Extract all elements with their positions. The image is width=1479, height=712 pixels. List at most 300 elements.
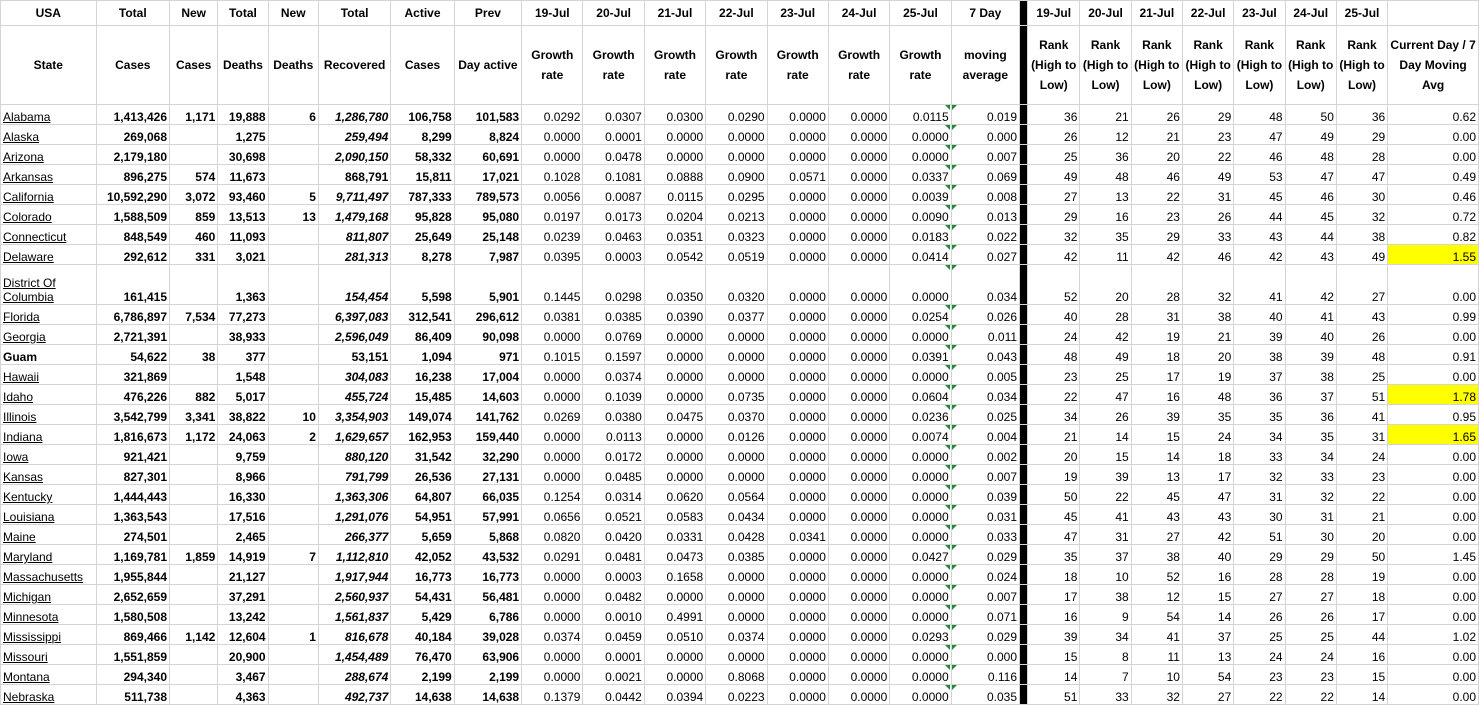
growth-rate-cell[interactable]: 0.0087 — [583, 185, 644, 205]
rank-cell[interactable]: 20 — [1336, 525, 1387, 545]
growth-rate-cell[interactable]: 0.0900 — [706, 165, 767, 185]
rank-cell[interactable]: 16 — [1028, 605, 1080, 625]
rank-cell[interactable]: 38 — [1285, 365, 1336, 385]
header-cell[interactable]: Rank (High to Low) — [1234, 26, 1285, 105]
new-deaths-cell[interactable] — [268, 305, 318, 325]
growth-rate-cell[interactable]: 0.0126 — [706, 425, 767, 445]
header-cell[interactable]: New — [170, 1, 218, 26]
rank-cell[interactable]: 21 — [1182, 325, 1233, 345]
growth-rate-cell[interactable]: 0.0000 — [522, 365, 583, 385]
new-deaths-cell[interactable] — [268, 645, 318, 665]
rank-cell[interactable]: 14 — [1182, 605, 1233, 625]
total-cases-cell[interactable]: 827,301 — [96, 465, 169, 485]
new-deaths-cell[interactable]: 6 — [268, 105, 318, 125]
total-cases-cell[interactable]: 2,179,180 — [96, 145, 169, 165]
rank-cell[interactable]: 29 — [1182, 105, 1233, 125]
total-deaths-cell[interactable]: 4,363 — [218, 685, 268, 705]
current-day-ratio-cell[interactable]: 1.02 — [1388, 625, 1479, 645]
header-cell[interactable]: Cases — [170, 26, 218, 105]
growth-rate-cell[interactable]: 0.0039 — [890, 185, 951, 205]
new-cases-cell[interactable] — [170, 145, 218, 165]
state-cell[interactable]: Florida — [1, 305, 97, 325]
rank-cell[interactable]: 38 — [1234, 345, 1285, 365]
growth-rate-cell[interactable]: 0.0420 — [583, 525, 644, 545]
rank-cell[interactable]: 29 — [1336, 125, 1387, 145]
state-cell[interactable]: Minnesota — [1, 605, 97, 625]
rank-cell[interactable]: 23 — [1182, 125, 1233, 145]
growth-rate-cell[interactable]: 0.0000 — [828, 405, 889, 425]
rank-cell[interactable]: 27 — [1131, 525, 1182, 545]
state-cell[interactable]: Delaware — [1, 245, 97, 265]
rank-cell[interactable]: 22 — [1336, 485, 1387, 505]
rank-cell[interactable]: 47 — [1234, 125, 1285, 145]
rank-cell[interactable]: 25 — [1285, 625, 1336, 645]
total-deaths-cell[interactable]: 12,604 — [218, 625, 268, 645]
growth-rate-cell[interactable]: 0.0000 — [828, 365, 889, 385]
growth-rate-cell[interactable]: 0.0000 — [522, 125, 583, 145]
new-deaths-cell[interactable] — [268, 365, 318, 385]
new-cases-cell[interactable]: 859 — [170, 205, 218, 225]
state-cell[interactable]: Alaska — [1, 125, 97, 145]
new-deaths-cell[interactable] — [268, 125, 318, 145]
total-deaths-cell[interactable]: 2,465 — [218, 525, 268, 545]
growth-rate-cell[interactable]: 0.0350 — [644, 265, 705, 305]
growth-rate-cell[interactable]: 0.0414 — [890, 245, 951, 265]
header-cell[interactable]: Growth rate — [644, 26, 705, 105]
rank-cell[interactable]: 26 — [1285, 605, 1336, 625]
rank-cell[interactable]: 32 — [1028, 225, 1080, 245]
rank-cell[interactable]: 45 — [1131, 485, 1182, 505]
rank-cell[interactable]: 17 — [1028, 585, 1080, 605]
growth-rate-cell[interactable]: 0.0000 — [706, 365, 767, 385]
prev-day-active-cell[interactable]: 63,906 — [454, 645, 521, 665]
growth-rate-cell[interactable]: 0.0385 — [706, 545, 767, 565]
growth-rate-cell[interactable]: 0.0000 — [767, 205, 828, 225]
rank-cell[interactable]: 49 — [1080, 345, 1131, 365]
state-cell[interactable]: Illinois — [1, 405, 97, 425]
recovered-cell[interactable]: 9,711,497 — [318, 185, 390, 205]
growth-rate-cell[interactable]: 0.4991 — [644, 605, 705, 625]
active-cases-cell[interactable]: 54,951 — [391, 505, 454, 525]
rank-cell[interactable]: 39 — [1028, 625, 1080, 645]
total-cases-cell[interactable]: 3,542,799 — [96, 405, 169, 425]
prev-day-active-cell[interactable]: 57,991 — [454, 505, 521, 525]
current-day-ratio-cell[interactable]: 0.00 — [1388, 685, 1479, 705]
new-deaths-cell[interactable] — [268, 385, 318, 405]
recovered-cell[interactable]: 1,291,076 — [318, 505, 390, 525]
new-deaths-cell[interactable] — [268, 585, 318, 605]
active-cases-cell[interactable]: 16,773 — [391, 565, 454, 585]
growth-rate-cell[interactable]: 0.0000 — [644, 345, 705, 365]
rank-cell[interactable]: 18 — [1336, 585, 1387, 605]
recovered-cell[interactable]: 3,354,903 — [318, 405, 390, 425]
rank-cell[interactable]: 20 — [1182, 345, 1233, 365]
growth-rate-cell[interactable]: 0.0735 — [706, 385, 767, 405]
total-cases-cell[interactable]: 161,415 — [96, 265, 169, 305]
growth-rate-cell[interactable]: 0.0434 — [706, 505, 767, 525]
total-deaths-cell[interactable]: 9,759 — [218, 445, 268, 465]
growth-rate-cell[interactable]: 0.0000 — [767, 265, 828, 305]
active-cases-cell[interactable]: 2,199 — [391, 665, 454, 685]
growth-rate-cell[interactable]: 0.0000 — [890, 365, 951, 385]
current-day-ratio-cell[interactable]: 1.78 — [1388, 385, 1479, 405]
rank-cell[interactable]: 11 — [1080, 245, 1131, 265]
growth-rate-cell[interactable]: 0.0769 — [583, 325, 644, 345]
growth-rate-cell[interactable]: 0.0236 — [890, 405, 951, 425]
rank-cell[interactable]: 50 — [1336, 545, 1387, 565]
new-deaths-cell[interactable]: 5 — [268, 185, 318, 205]
growth-rate-cell[interactable]: 0.0115 — [644, 185, 705, 205]
growth-rate-cell[interactable]: 0.0478 — [583, 145, 644, 165]
new-cases-cell[interactable]: 574 — [170, 165, 218, 185]
growth-rate-cell[interactable]: 0.1015 — [522, 345, 583, 365]
rank-cell[interactable]: 33 — [1080, 685, 1131, 705]
growth-rate-cell[interactable]: 0.0000 — [767, 545, 828, 565]
rank-cell[interactable]: 38 — [1336, 225, 1387, 245]
rank-cell[interactable]: 20 — [1131, 145, 1182, 165]
new-deaths-cell[interactable] — [268, 345, 318, 365]
moving-average-cell[interactable]: 0.029 — [951, 625, 1019, 645]
growth-rate-cell[interactable]: 0.0003 — [583, 565, 644, 585]
rank-cell[interactable]: 31 — [1285, 505, 1336, 525]
moving-average-cell[interactable]: 0.034 — [951, 385, 1019, 405]
active-cases-cell[interactable]: 42,052 — [391, 545, 454, 565]
new-cases-cell[interactable] — [170, 485, 218, 505]
rank-cell[interactable]: 45 — [1234, 185, 1285, 205]
rank-cell[interactable]: 19 — [1028, 465, 1080, 485]
rank-cell[interactable]: 43 — [1182, 505, 1233, 525]
total-deaths-cell[interactable]: 3,467 — [218, 665, 268, 685]
recovered-cell[interactable]: 1,112,810 — [318, 545, 390, 565]
rank-cell[interactable]: 48 — [1285, 145, 1336, 165]
rank-cell[interactable]: 32 — [1285, 485, 1336, 505]
growth-rate-cell[interactable]: 0.0000 — [828, 245, 889, 265]
growth-rate-cell[interactable]: 0.0000 — [767, 225, 828, 245]
growth-rate-cell[interactable]: 0.0000 — [890, 465, 951, 485]
growth-rate-cell[interactable]: 0.0000 — [767, 325, 828, 345]
active-cases-cell[interactable]: 76,470 — [391, 645, 454, 665]
growth-rate-cell[interactable]: 0.0000 — [828, 225, 889, 245]
prev-day-active-cell[interactable]: 8,824 — [454, 125, 521, 145]
rank-cell[interactable]: 47 — [1028, 525, 1080, 545]
growth-rate-cell[interactable]: 0.0001 — [583, 645, 644, 665]
moving-average-cell[interactable]: 0.005 — [951, 365, 1019, 385]
prev-day-active-cell[interactable]: 56,481 — [454, 585, 521, 605]
new-deaths-cell[interactable] — [268, 245, 318, 265]
moving-average-cell[interactable]: 0.039 — [951, 485, 1019, 505]
rank-cell[interactable]: 54 — [1131, 605, 1182, 625]
moving-average-cell[interactable]: 0.007 — [951, 145, 1019, 165]
rank-cell[interactable]: 47 — [1080, 385, 1131, 405]
total-cases-cell[interactable]: 1,363,543 — [96, 505, 169, 525]
total-deaths-cell[interactable]: 38,822 — [218, 405, 268, 425]
current-day-ratio-cell[interactable]: 1.55 — [1388, 245, 1479, 265]
moving-average-cell[interactable]: 0.034 — [951, 265, 1019, 305]
growth-rate-cell[interactable]: 0.0000 — [644, 365, 705, 385]
header-cell[interactable]: Rank (High to Low) — [1285, 26, 1336, 105]
prev-day-active-cell[interactable]: 60,691 — [454, 145, 521, 165]
rank-cell[interactable]: 20 — [1028, 445, 1080, 465]
recovered-cell[interactable]: 53,151 — [318, 345, 390, 365]
rank-cell[interactable]: 7 — [1080, 665, 1131, 685]
total-cases-cell[interactable]: 269,068 — [96, 125, 169, 145]
current-day-ratio-cell[interactable]: 0.00 — [1388, 605, 1479, 625]
recovered-cell[interactable]: 880,120 — [318, 445, 390, 465]
header-cell[interactable]: Active — [391, 1, 454, 26]
rank-cell[interactable]: 28 — [1131, 265, 1182, 305]
growth-rate-cell[interactable]: 0.0000 — [767, 625, 828, 645]
moving-average-cell[interactable]: 0.025 — [951, 405, 1019, 425]
rank-cell[interactable]: 50 — [1285, 105, 1336, 125]
growth-rate-cell[interactable]: 0.1658 — [644, 565, 705, 585]
growth-rate-cell[interactable]: 0.1254 — [522, 485, 583, 505]
growth-rate-cell[interactable]: 0.0000 — [828, 305, 889, 325]
rank-cell[interactable]: 47 — [1336, 165, 1387, 185]
recovered-cell[interactable]: 1,917,944 — [318, 565, 390, 585]
growth-rate-cell[interactable]: 0.0000 — [767, 685, 828, 705]
growth-rate-cell[interactable]: 0.0000 — [828, 145, 889, 165]
moving-average-cell[interactable]: 0.043 — [951, 345, 1019, 365]
prev-day-active-cell[interactable]: 2,199 — [454, 665, 521, 685]
growth-rate-cell[interactable]: 0.0000 — [890, 145, 951, 165]
active-cases-cell[interactable]: 162,953 — [391, 425, 454, 445]
growth-rate-cell[interactable]: 0.0000 — [890, 645, 951, 665]
state-cell[interactable]: Kansas — [1, 465, 97, 485]
prev-day-active-cell[interactable]: 66,035 — [454, 485, 521, 505]
rank-cell[interactable]: 19 — [1336, 565, 1387, 585]
rank-cell[interactable]: 39 — [1234, 325, 1285, 345]
state-cell[interactable]: Maine — [1, 525, 97, 545]
rank-cell[interactable]: 41 — [1131, 625, 1182, 645]
growth-rate-cell[interactable]: 0.0000 — [522, 645, 583, 665]
moving-average-cell[interactable]: 0.116 — [951, 665, 1019, 685]
rank-cell[interactable]: 17 — [1131, 365, 1182, 385]
rank-cell[interactable]: 42 — [1080, 325, 1131, 345]
rank-cell[interactable]: 36 — [1028, 105, 1080, 125]
recovered-cell[interactable]: 791,799 — [318, 465, 390, 485]
rank-cell[interactable]: 35 — [1182, 405, 1233, 425]
recovered-cell[interactable]: 304,083 — [318, 365, 390, 385]
prev-day-active-cell[interactable]: 101,583 — [454, 105, 521, 125]
growth-rate-cell[interactable]: 0.0374 — [522, 625, 583, 645]
header-cell[interactable]: 19-Jul — [1028, 1, 1080, 26]
growth-rate-cell[interactable]: 0.0000 — [890, 605, 951, 625]
active-cases-cell[interactable]: 40,184 — [391, 625, 454, 645]
rank-cell[interactable]: 33 — [1285, 465, 1336, 485]
prev-day-active-cell[interactable]: 17,021 — [454, 165, 521, 185]
new-deaths-cell[interactable] — [268, 145, 318, 165]
rank-cell[interactable]: 43 — [1336, 305, 1387, 325]
moving-average-cell[interactable]: 0.011 — [951, 325, 1019, 345]
growth-rate-cell[interactable]: 0.1597 — [583, 345, 644, 365]
total-cases-cell[interactable]: 321,869 — [96, 365, 169, 385]
rank-cell[interactable]: 13 — [1182, 645, 1233, 665]
current-day-ratio-cell[interactable]: 0.00 — [1388, 585, 1479, 605]
rank-cell[interactable]: 46 — [1182, 245, 1233, 265]
header-cell[interactable]: 22-Jul — [1182, 1, 1233, 26]
prev-day-active-cell[interactable]: 5,868 — [454, 525, 521, 545]
new-deaths-cell[interactable]: 13 — [268, 205, 318, 225]
growth-rate-cell[interactable]: 0.0000 — [767, 425, 828, 445]
rank-cell[interactable]: 31 — [1182, 185, 1233, 205]
header-cell[interactable]: Growth rate — [767, 26, 828, 105]
state-cell[interactable]: Iowa — [1, 445, 97, 465]
rank-cell[interactable]: 30 — [1336, 185, 1387, 205]
rank-cell[interactable]: 51 — [1234, 525, 1285, 545]
growth-rate-cell[interactable]: 0.0463 — [583, 225, 644, 245]
active-cases-cell[interactable]: 86,409 — [391, 325, 454, 345]
rank-cell[interactable]: 27 — [1285, 585, 1336, 605]
total-cases-cell[interactable]: 1,580,508 — [96, 605, 169, 625]
growth-rate-cell[interactable]: 0.0074 — [890, 425, 951, 445]
rank-cell[interactable]: 18 — [1028, 565, 1080, 585]
growth-rate-cell[interactable]: 0.0380 — [583, 405, 644, 425]
state-cell[interactable]: Hawaii — [1, 365, 97, 385]
new-deaths-cell[interactable]: 7 — [268, 545, 318, 565]
growth-rate-cell[interactable]: 0.0000 — [828, 645, 889, 665]
prev-day-active-cell[interactable]: 14,603 — [454, 385, 521, 405]
moving-average-cell[interactable]: 0.031 — [951, 505, 1019, 525]
rank-cell[interactable]: 22 — [1234, 685, 1285, 705]
header-cell[interactable]: 21-Jul — [1131, 1, 1182, 26]
new-cases-cell[interactable]: 1,859 — [170, 545, 218, 565]
rank-cell[interactable]: 10 — [1131, 665, 1182, 685]
growth-rate-cell[interactable]: 0.0000 — [706, 645, 767, 665]
recovered-cell[interactable]: 455,724 — [318, 385, 390, 405]
recovered-cell[interactable]: 1,286,780 — [318, 105, 390, 125]
rank-cell[interactable]: 48 — [1336, 345, 1387, 365]
prev-day-active-cell[interactable]: 789,573 — [454, 185, 521, 205]
growth-rate-cell[interactable]: 0.0000 — [767, 365, 828, 385]
new-deaths-cell[interactable] — [268, 565, 318, 585]
state-cell[interactable]: Georgia — [1, 325, 97, 345]
rank-cell[interactable]: 16 — [1131, 385, 1182, 405]
total-deaths-cell[interactable]: 1,548 — [218, 365, 268, 385]
total-deaths-cell[interactable]: 24,063 — [218, 425, 268, 445]
growth-rate-cell[interactable]: 0.0254 — [890, 305, 951, 325]
rank-cell[interactable]: 43 — [1234, 225, 1285, 245]
current-day-ratio-cell[interactable]: 0.91 — [1388, 345, 1479, 365]
growth-rate-cell[interactable]: 0.0000 — [706, 445, 767, 465]
growth-rate-cell[interactable]: 0.0656 — [522, 505, 583, 525]
growth-rate-cell[interactable]: 0.0000 — [828, 505, 889, 525]
active-cases-cell[interactable]: 16,238 — [391, 365, 454, 385]
new-deaths-cell[interactable] — [268, 485, 318, 505]
header-cell[interactable]: 25-Jul — [1336, 1, 1387, 26]
rank-cell[interactable]: 49 — [1182, 165, 1233, 185]
total-deaths-cell[interactable]: 14,919 — [218, 545, 268, 565]
current-day-ratio-cell[interactable]: 0.00 — [1388, 485, 1479, 505]
growth-rate-cell[interactable]: 0.0056 — [522, 185, 583, 205]
rank-cell[interactable]: 45 — [1028, 505, 1080, 525]
growth-rate-cell[interactable]: 0.0000 — [522, 425, 583, 445]
rank-cell[interactable]: 12 — [1131, 585, 1182, 605]
rank-cell[interactable]: 23 — [1336, 465, 1387, 485]
total-cases-cell[interactable]: 869,466 — [96, 625, 169, 645]
rank-cell[interactable]: 15 — [1182, 585, 1233, 605]
rank-cell[interactable]: 22 — [1028, 385, 1080, 405]
header-cell[interactable]: 25-Jul — [890, 1, 951, 26]
header-cell[interactable]: Total — [96, 1, 169, 26]
current-day-ratio-cell[interactable]: 0.00 — [1388, 265, 1479, 305]
rank-cell[interactable]: 23 — [1131, 205, 1182, 225]
header-cell[interactable]: 22-Jul — [706, 1, 767, 26]
rank-cell[interactable]: 43 — [1131, 505, 1182, 525]
state-cell[interactable]: California — [1, 185, 97, 205]
growth-rate-cell[interactable]: 0.0000 — [828, 265, 889, 305]
new-deaths-cell[interactable]: 2 — [268, 425, 318, 445]
new-cases-cell[interactable] — [170, 605, 218, 625]
rank-cell[interactable]: 20 — [1080, 265, 1131, 305]
growth-rate-cell[interactable]: 0.0000 — [767, 185, 828, 205]
rank-cell[interactable]: 14 — [1080, 425, 1131, 445]
rank-cell[interactable]: 16 — [1182, 565, 1233, 585]
growth-rate-cell[interactable]: 0.0442 — [583, 685, 644, 705]
rank-cell[interactable]: 43 — [1285, 245, 1336, 265]
prev-day-active-cell[interactable]: 5,901 — [454, 265, 521, 305]
rank-cell[interactable]: 49 — [1336, 245, 1387, 265]
rank-cell[interactable]: 27 — [1182, 685, 1233, 705]
growth-rate-cell[interactable]: 0.0000 — [890, 485, 951, 505]
moving-average-cell[interactable]: 0.000 — [951, 125, 1019, 145]
rank-cell[interactable]: 28 — [1080, 305, 1131, 325]
rank-cell[interactable]: 15 — [1336, 665, 1387, 685]
growth-rate-cell[interactable]: 0.0521 — [583, 505, 644, 525]
recovered-cell[interactable]: 1,561,837 — [318, 605, 390, 625]
rank-cell[interactable]: 36 — [1234, 385, 1285, 405]
growth-rate-cell[interactable]: 0.0000 — [767, 585, 828, 605]
growth-rate-cell[interactable]: 0.0000 — [767, 345, 828, 365]
current-day-ratio-cell[interactable]: 1.65 — [1388, 425, 1479, 445]
growth-rate-cell[interactable]: 0.0000 — [706, 125, 767, 145]
prev-day-active-cell[interactable]: 17,004 — [454, 365, 521, 385]
growth-rate-cell[interactable]: 0.0307 — [583, 105, 644, 125]
new-cases-cell[interactable] — [170, 465, 218, 485]
rank-cell[interactable]: 15 — [1131, 425, 1182, 445]
rank-cell[interactable]: 24 — [1285, 645, 1336, 665]
growth-rate-cell[interactable]: 0.0000 — [767, 145, 828, 165]
growth-rate-cell[interactable]: 0.0000 — [767, 105, 828, 125]
growth-rate-cell[interactable]: 0.0000 — [767, 485, 828, 505]
growth-rate-cell[interactable]: 0.1379 — [522, 685, 583, 705]
growth-rate-cell[interactable]: 0.0000 — [828, 665, 889, 685]
moving-average-cell[interactable]: 0.022 — [951, 225, 1019, 245]
growth-rate-cell[interactable]: 0.0000 — [890, 505, 951, 525]
rank-cell[interactable]: 21 — [1131, 125, 1182, 145]
state-cell[interactable]: Michigan — [1, 585, 97, 605]
rank-cell[interactable]: 14 — [1131, 445, 1182, 465]
recovered-cell[interactable]: 281,313 — [318, 245, 390, 265]
current-day-ratio-cell[interactable]: 0.72 — [1388, 205, 1479, 225]
rank-cell[interactable]: 48 — [1182, 385, 1233, 405]
total-cases-cell[interactable]: 921,421 — [96, 445, 169, 465]
moving-average-cell[interactable]: 0.033 — [951, 525, 1019, 545]
recovered-cell[interactable]: 868,791 — [318, 165, 390, 185]
rank-cell[interactable]: 37 — [1285, 385, 1336, 405]
rank-cell[interactable]: 53 — [1234, 165, 1285, 185]
total-deaths-cell[interactable]: 17,516 — [218, 505, 268, 525]
rank-cell[interactable]: 46 — [1131, 165, 1182, 185]
prev-day-active-cell[interactable]: 7,987 — [454, 245, 521, 265]
rank-cell[interactable]: 41 — [1080, 505, 1131, 525]
growth-rate-cell[interactable]: 0.0300 — [644, 105, 705, 125]
rank-cell[interactable]: 21 — [1028, 425, 1080, 445]
growth-rate-cell[interactable]: 0.0298 — [583, 265, 644, 305]
state-cell[interactable]: Mississippi — [1, 625, 97, 645]
growth-rate-cell[interactable]: 0.0000 — [706, 605, 767, 625]
rank-cell[interactable]: 18 — [1131, 345, 1182, 365]
rank-cell[interactable]: 37 — [1080, 545, 1131, 565]
